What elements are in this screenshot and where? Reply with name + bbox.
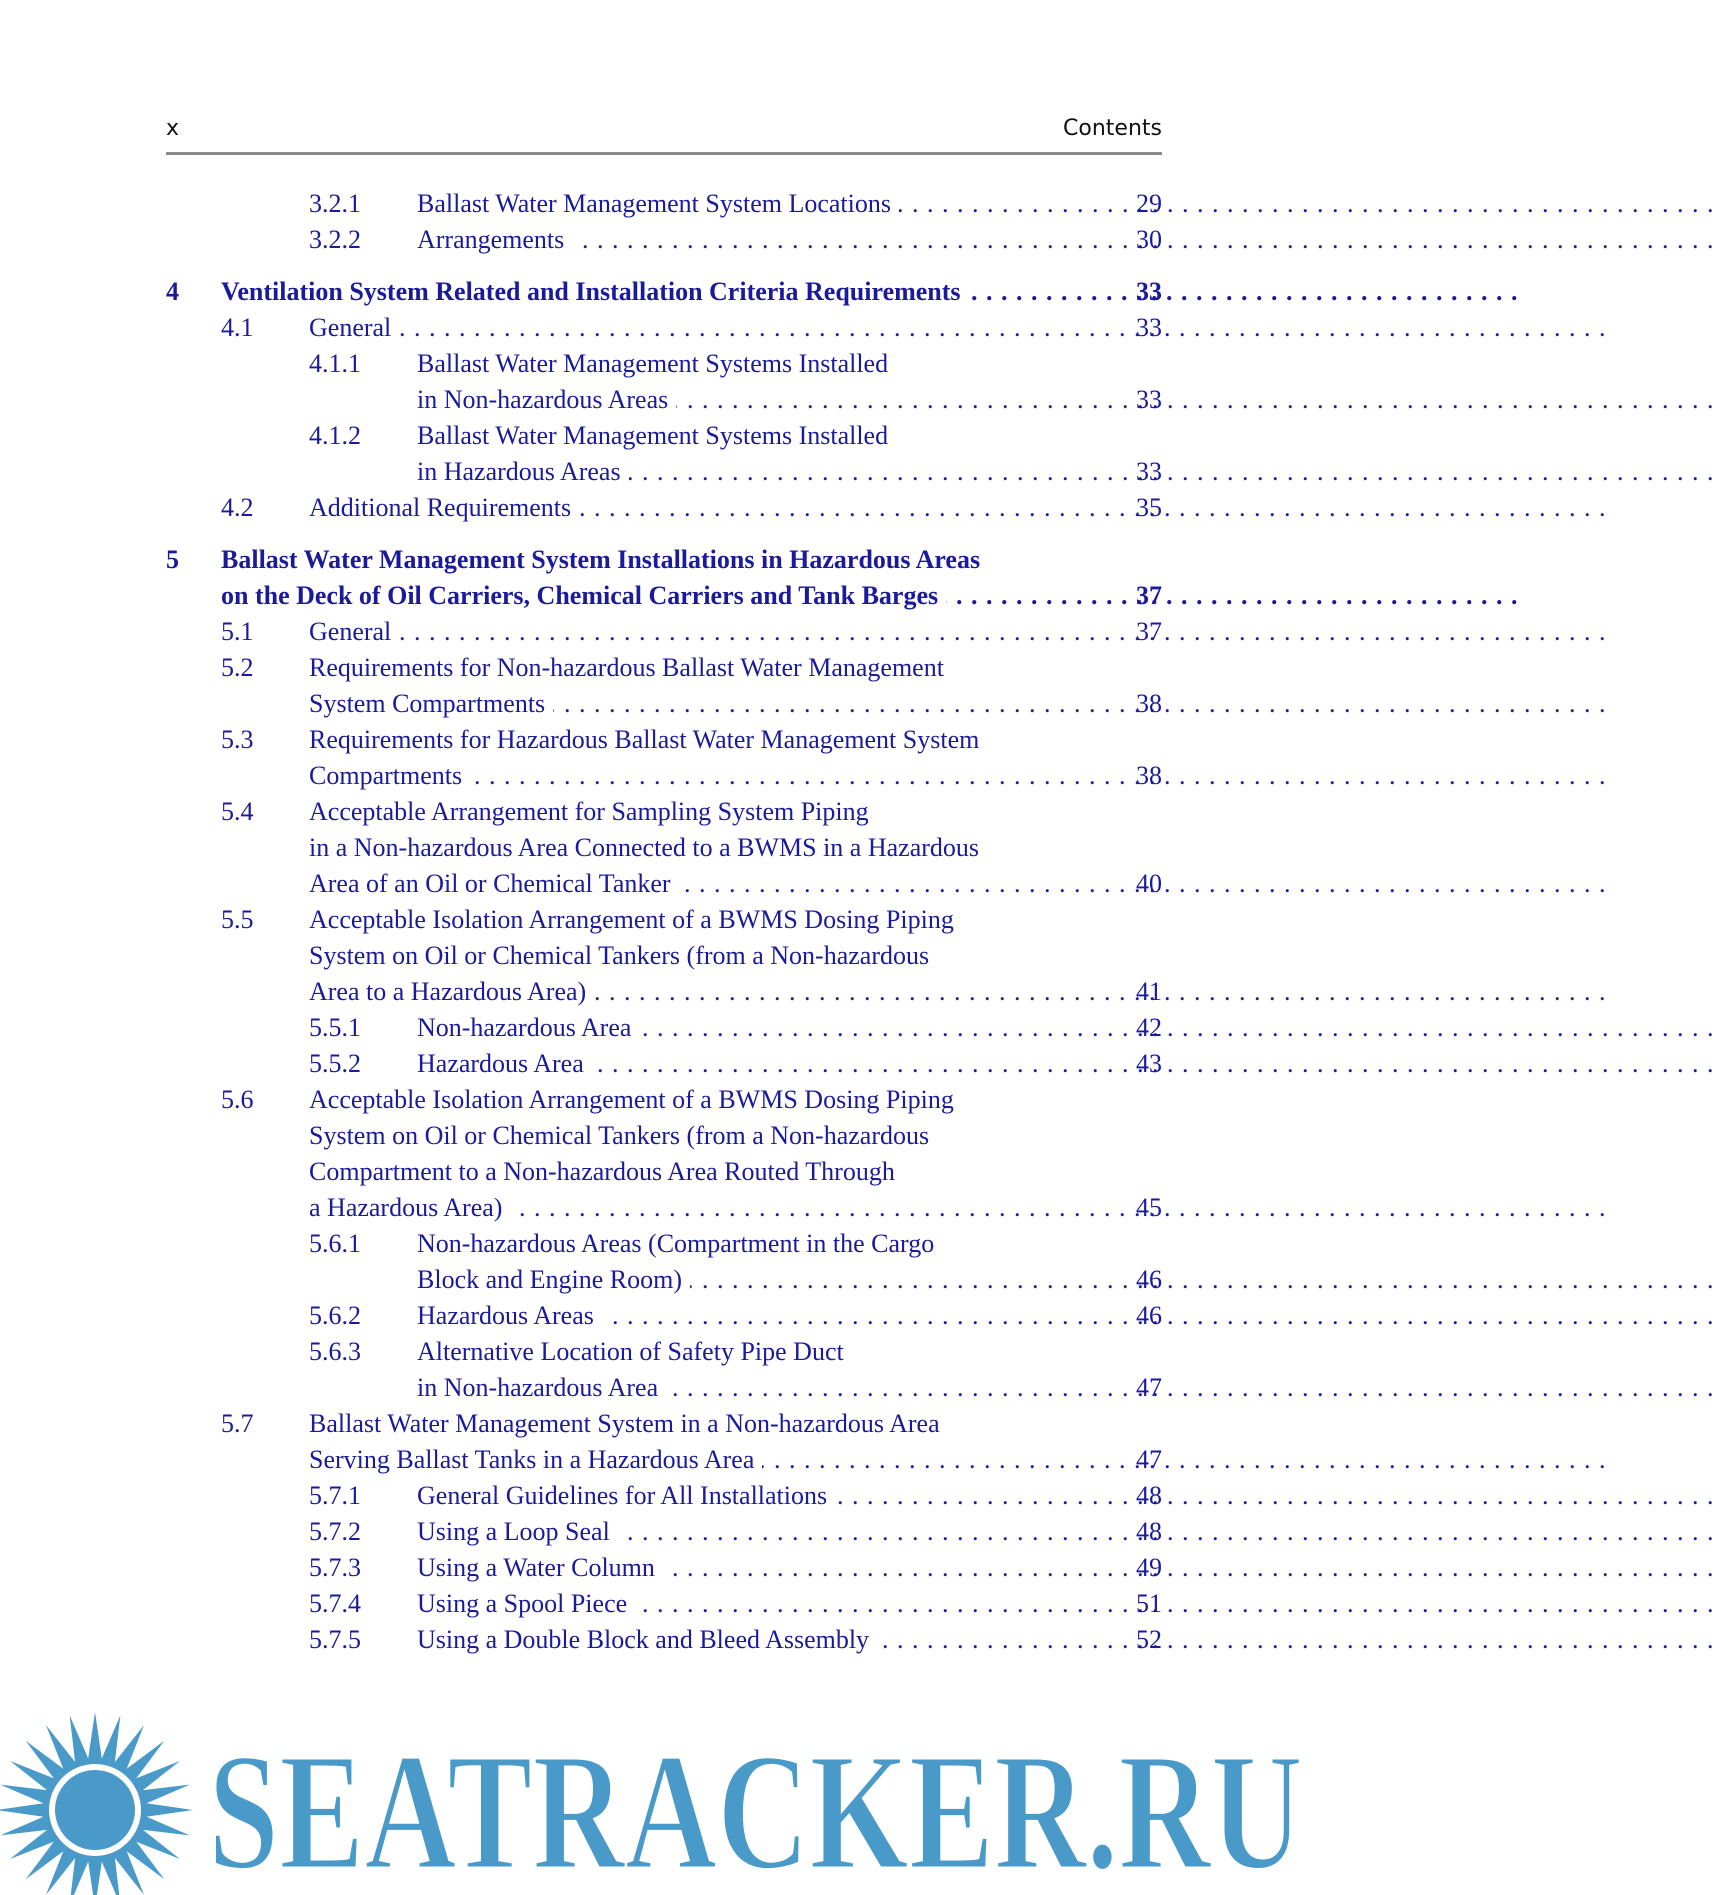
toc-page-number: 48: [1136, 1481, 1162, 1510]
toc-section-title: in a Non-hazardous Area Connected to a BWMS in a Hazardous: [309, 833, 987, 862]
toc-section-title: in Hazardous Areas: [417, 457, 629, 486]
toc-page-number: 45: [1136, 1193, 1162, 1222]
toc-entry-line[interactable]: [166, 758, 1162, 794]
toc-section-title: in Non-hazardous Area: [417, 1373, 666, 1402]
toc-entry-line[interactable]: [166, 938, 1162, 974]
toc-entry-line[interactable]: [166, 578, 1162, 614]
toc-entry-line[interactable]: [166, 1190, 1162, 1226]
toc-section-number: 3.2.2: [309, 225, 361, 254]
toc-section-title: Additional Requirements: [309, 493, 579, 522]
toc-section-title: Ballast Water Management System in a Non-hazardous Area: [309, 1409, 948, 1438]
toc-entry-line[interactable]: [166, 974, 1162, 1010]
toc-section-title: Serving Ballast Tanks in a Hazardous Area: [309, 1445, 762, 1474]
toc-page-number: 51: [1136, 1589, 1162, 1618]
toc-entry-line[interactable]: [166, 1406, 1162, 1442]
toc-section-title: Acceptable Isolation Arrangement of a BWMS Dosing Piping: [309, 905, 962, 934]
toc-section-number: 5.7.3: [309, 1553, 361, 1582]
toc-section-number: 4.1: [221, 313, 254, 342]
toc-section-number: 4.1.2: [309, 421, 361, 450]
toc-section-number: 5.6.2: [309, 1301, 361, 1330]
toc-entry-line[interactable]: [166, 1478, 1162, 1514]
toc-section-number: 3.2.1: [309, 189, 361, 218]
toc-section-title: Compartments: [309, 761, 470, 790]
toc-section-number: 4.2: [221, 493, 254, 522]
toc-entry-line[interactable]: [166, 310, 1162, 346]
toc-section-number: 5.6.1: [309, 1229, 361, 1258]
toc-entry-line[interactable]: [166, 1370, 1162, 1406]
toc-page-number: 37: [1136, 581, 1162, 610]
toc-section-number: 5.4: [221, 797, 254, 826]
toc-section-title: Arrangements: [417, 225, 572, 254]
toc-entry-line[interactable]: [166, 490, 1162, 526]
toc-entry-line[interactable]: [166, 1622, 1162, 1658]
toc-entry-line[interactable]: [166, 1442, 1162, 1478]
toc-entry-line[interactable]: [166, 1334, 1162, 1370]
toc-entry-line[interactable]: [166, 222, 1162, 258]
page-number: x: [166, 116, 180, 141]
toc-entry-line[interactable]: [166, 866, 1162, 902]
toc-entry-line[interactable]: [166, 1118, 1162, 1154]
toc-page-number: 49: [1136, 1553, 1162, 1582]
toc-section-title: Acceptable Isolation Arrangement of a BWMS Dosing Piping: [309, 1085, 962, 1114]
toc-entry-line[interactable]: [166, 1046, 1162, 1082]
toc-entry-line[interactable]: [166, 902, 1162, 938]
toc-page-number: 48: [1136, 1517, 1162, 1546]
toc-entry-line[interactable]: [166, 1082, 1162, 1118]
toc-entry-line[interactable]: [166, 346, 1162, 382]
toc-section-title: Using a Water Column: [417, 1553, 663, 1582]
toc-section-number: 5.7.1: [309, 1481, 361, 1510]
toc-section-title: Alternative Location of Safety Pipe Duct: [417, 1337, 852, 1366]
toc-section-title: Area to a Hazardous Area): [309, 977, 594, 1006]
watermark-text: SEATRACKER.RU: [208, 1719, 1303, 1895]
toc-entry-line[interactable]: [166, 542, 1162, 578]
toc-section-title: Non-hazardous Areas (Compartment in the Cargo: [417, 1229, 942, 1258]
toc-section-title: Ballast Water Management System Locations: [417, 189, 899, 218]
toc-page-number: 40: [1136, 869, 1162, 898]
toc-section-title: a Hazardous Area): [309, 1193, 510, 1222]
toc-entry-line[interactable]: [166, 454, 1162, 490]
toc-page-number: 38: [1136, 689, 1162, 718]
toc-section-title: Non-hazardous Area: [417, 1013, 639, 1042]
toc-section-number: 5.5.1: [309, 1013, 361, 1042]
toc-section-title: Area of an Oil or Chemical Tanker: [309, 869, 679, 898]
page-header: [166, 112, 1162, 155]
toc-entry-line[interactable]: [166, 382, 1162, 418]
toc-section-number: 5.3: [221, 725, 254, 754]
toc-page-number: 47: [1136, 1445, 1162, 1474]
toc-entry-line[interactable]: [166, 274, 1162, 310]
toc-section-title: Acceptable Arrangement for Sampling System Piping: [309, 797, 877, 826]
toc-section-title: in Non-hazardous Areas: [417, 385, 676, 414]
toc-section-number: 5.6.3: [309, 1337, 361, 1366]
toc-entry-line[interactable]: [166, 830, 1162, 866]
toc-entry-line[interactable]: [166, 1226, 1162, 1262]
toc-entry-line[interactable]: [166, 1010, 1162, 1046]
toc-page-number: 30: [1136, 225, 1162, 254]
toc-page-number: 37: [1136, 617, 1162, 646]
toc-page-number: 46: [1136, 1265, 1162, 1294]
toc-entry-line[interactable]: [166, 1586, 1162, 1622]
toc-section-number: 4.1.1: [309, 349, 361, 378]
toc-section-title: General: [309, 313, 399, 342]
toc-entry-line[interactable]: [166, 686, 1162, 722]
toc-section-title: Hazardous Areas: [417, 1301, 602, 1330]
toc-entry-line[interactable]: [166, 1262, 1162, 1298]
toc-section-number: 4: [166, 277, 179, 306]
toc-section-title: System on Oil or Chemical Tankers (from a Non-hazardous: [309, 941, 937, 970]
toc-section-number: 5.2: [221, 653, 254, 682]
toc-section-title: Ballast Water Management System Installations in Hazardous Areas: [221, 545, 988, 574]
toc-entry-line[interactable]: [166, 1514, 1162, 1550]
toc-section-title: on the Deck of Oil Carriers, Chemical Carriers and Tank Barges: [221, 581, 946, 610]
toc-page-number: 52: [1136, 1625, 1162, 1654]
table-of-contents: [166, 186, 1162, 1658]
sun-logo-icon: [0, 1712, 193, 1895]
toc-section-title: Hazardous Area: [417, 1049, 592, 1078]
toc-entry-line[interactable]: [166, 186, 1162, 222]
toc-entry-line[interactable]: [166, 1154, 1162, 1190]
toc-section-title: Compartment to a Non-hazardous Area Routed Through: [309, 1157, 903, 1186]
toc-section-number: 5.7.2: [309, 1517, 361, 1546]
toc-section-title: Requirements for Hazardous Ballast Water Management System: [309, 725, 987, 754]
toc-section-number: 5.5.2: [309, 1049, 361, 1078]
toc-section-title: System Compartments: [309, 689, 553, 718]
toc-page-number: 33: [1136, 457, 1162, 486]
toc-section-title: Using a Double Block and Bleed Assembly: [417, 1625, 877, 1654]
toc-section-title: Requirements for Non-hazardous Ballast Water Management: [309, 653, 952, 682]
toc-entry-line[interactable]: [166, 418, 1162, 454]
toc-section-title: System on Oil or Chemical Tankers (from a Non-hazardous: [309, 1121, 937, 1150]
toc-page-number: 33: [1136, 313, 1162, 342]
toc-section-title: General Guidelines for All Installations: [417, 1481, 835, 1510]
toc-page-number: 33: [1136, 385, 1162, 414]
toc-section-number: 5.1: [221, 617, 254, 646]
toc-section-number: 5.5: [221, 905, 254, 934]
toc-section-number: 5.7.4: [309, 1589, 361, 1618]
toc-page-number: 47: [1136, 1373, 1162, 1402]
toc-page-number: 33: [1136, 277, 1162, 306]
running-title: Contents: [1063, 116, 1162, 141]
toc-entry-line[interactable]: [166, 794, 1162, 830]
toc-section-title: General: [309, 617, 399, 646]
toc-section-title: Ballast Water Management Systems Installed: [417, 349, 896, 378]
toc-page-number: 43: [1136, 1049, 1162, 1078]
toc-page-number: 42: [1136, 1013, 1162, 1042]
toc-section-title: Using a Spool Piece: [417, 1589, 635, 1618]
toc-page-number: 46: [1136, 1301, 1162, 1330]
toc-entry-line[interactable]: [166, 722, 1162, 758]
toc-section-number: 5.7.5: [309, 1625, 361, 1654]
toc-entry-line[interactable]: [166, 1298, 1162, 1334]
toc-page-number: 35: [1136, 493, 1162, 522]
toc-section-title: Using a Loop Seal: [417, 1517, 618, 1546]
toc-section-number: 5.6: [221, 1085, 254, 1114]
toc-entry-line[interactable]: [166, 650, 1162, 686]
toc-section-title: Ventilation System Related and Installation Criteria Requirements: [221, 277, 969, 306]
toc-entry-line[interactable]: [166, 1550, 1162, 1586]
toc-section-number: 5.7: [221, 1409, 254, 1438]
toc-page-number: 41: [1136, 977, 1162, 1006]
toc-entry-line[interactable]: [166, 614, 1162, 650]
toc-section-title: Block and Engine Room): [417, 1265, 690, 1294]
toc-page-number: 29: [1136, 189, 1162, 218]
watermark-svg: [0, 1690, 1323, 1895]
toc-page-number: 38: [1136, 761, 1162, 790]
toc-section-title: Ballast Water Management Systems Installed: [417, 421, 896, 450]
toc-section-number: 5: [166, 545, 179, 574]
watermark: [0, 1690, 1323, 1895]
